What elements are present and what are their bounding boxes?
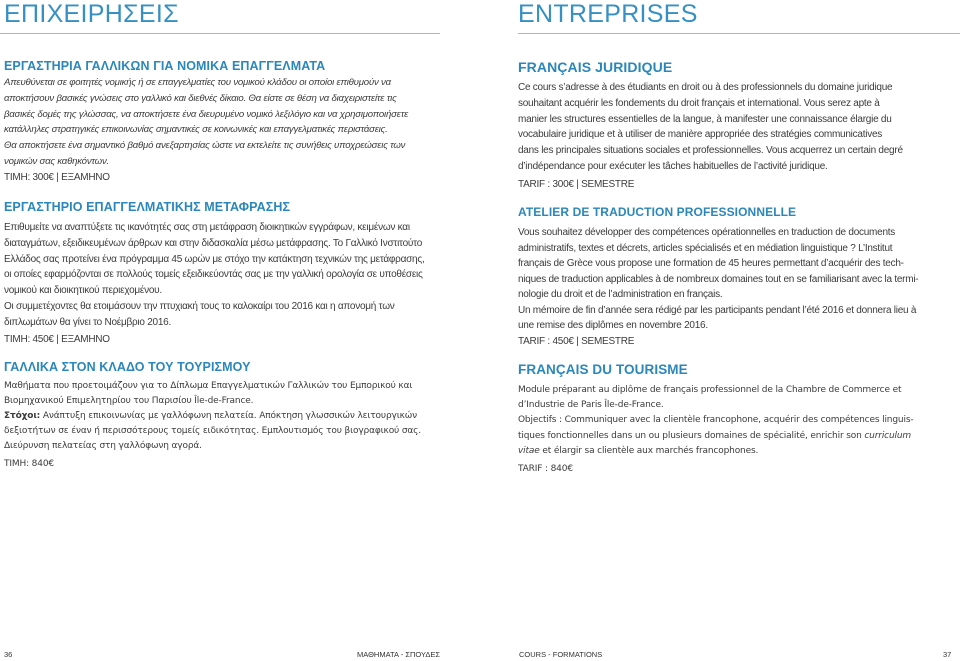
page-number-left: 36 xyxy=(4,650,13,659)
text-line: κατάλληλες στρατηγικές επικοινωνίας σημαντικές σε κοινωνικές και επαγγελματικές περιστάσεις. xyxy=(4,124,388,136)
price-label: ΤΙΜΗ: 450€ | ΕΞΑΜΗΝΟ xyxy=(4,333,110,345)
section-heading: ΕΡΓΑΣΤΗΡΙΟ ΕΠΑΓΓΕΛΜΑΤΙΚΗΣ ΜΕΤΑΦΡΑΣΗΣ xyxy=(4,200,291,214)
section-tourism-fr xyxy=(518,362,954,477)
objectives-text: et élargir sa clientèle aux marchés francophones. xyxy=(542,445,759,456)
section-body xyxy=(518,225,954,349)
price-label: TARIF : 450€ | SEMESTRE xyxy=(518,335,635,347)
text-line: Απευθύνεται σε φοιτητές νομικής ή σε επαγγελματίες του νομικού κλάδου οι οποίοι επιθυμούν να xyxy=(4,77,391,88)
section-body xyxy=(4,379,444,472)
text-line: souhaitant acquérir les fondements du droit français et international. Vous serez apte à xyxy=(518,97,880,109)
text-line: nologie du droit et de l’administration en français. xyxy=(518,289,723,300)
text-line: δεξιοτήτων σε έναν ή περισσότερους τομείς ειδικότητας. Εμπλουτισμός του βιογραφικού σας. xyxy=(4,426,421,436)
text-line: une remise des diplômes en novembre 2016. xyxy=(518,320,708,331)
page-title-french: ENTREPRISES xyxy=(518,0,698,28)
text-line: français de Grèce vous propose une formation de 45 heures permettant d’acquérir des tech- xyxy=(518,258,904,269)
section-legal-french-fr xyxy=(518,59,954,193)
page-title-greek: ΕΠΙΧΕΙΡΗΣΕΙΣ xyxy=(4,0,179,28)
text-line: niques de traduction applicables à de nombreux domaines tout en se familiarisant avec la termi- xyxy=(518,273,919,285)
footer-section-label-left: ΜΑΘΗΜΑΤΑ - ΣΠΟΥΔΕΣ xyxy=(357,650,441,659)
objectives-line xyxy=(518,444,954,459)
objectives-text: tiques fonctionnelles dans un ou plusieurs domaines de spécialité, enrichir son xyxy=(518,430,862,441)
text-line: αποκτήσουν βασικές γνώσεις στο γαλλικό και διεθνές δίκαιο. Θα είστε σε θέση να διαχειριστείτε τις xyxy=(4,92,397,104)
text-line: Θα αποκτήσετε ένα σημαντικό βαθμό ανεξαρτησίας ώστε να εκτελείτε τις συνήθεις υποχρεώσεις των xyxy=(4,140,406,152)
right-page xyxy=(518,0,954,661)
price-label: ΤΙΜΗ: 300€ | ΕΞΑΜΗΝΟ xyxy=(4,171,110,183)
objectives-text: Ανάπτυξη επικοινωνίας με γαλλόφωνη πελατεία. Απόκτηση γλωσσικών λειτουργικών xyxy=(42,411,418,421)
text-line: vocabulaire juridique et à utiliser de manière appropriée des stratégies communicatives xyxy=(518,129,883,141)
text-line: administratifs, textes et décrets, articles spécialisés et en médiation linguistique ? L’Institut xyxy=(518,242,893,254)
text-line: Ελλάδος σας προτείνει ένα πρόγραμμα 45 ωρών με στόχο την κατάκτηση τεχνικών της μετάφρασης, xyxy=(4,253,425,265)
section-body xyxy=(4,220,444,347)
left-page xyxy=(4,0,444,661)
section-heading: ΓΑΛΛΙΚΑ ΣΤΟΝ ΚΛΑΔΟ ΤΟΥ ΤΟΥΡΙΣΜΟΥ xyxy=(4,360,251,374)
price-label: TARIF : 300€ | SEMESTRE xyxy=(518,178,635,190)
text-line: Επιθυμείτε να αναπτύξετε τις ικανότητές σας στη μετάφραση διοικητικών εγγράφων, κειμένων και xyxy=(4,222,410,233)
section-heading: FRANÇAIS JURIDIQUE xyxy=(518,59,673,75)
title-rule xyxy=(518,33,960,34)
text-line: Βιομηχανικού Επιμελητηρίου του Παρισίου Île-de-France. xyxy=(4,396,254,406)
text-line: d’Industrie de Paris Île-de-France. xyxy=(518,400,664,411)
text-line: οι οποίες εφαρμόζονται σε πολλούς τομείς εξειδικεύοντάς σας με την γαλλική ορολογία σε υποθέσεις xyxy=(4,269,423,281)
section-heading: FRANÇAIS DU TOURISME xyxy=(518,362,688,377)
text-line: d’indépendance pour exécuter les tâches habituelles de l’activité juridique. xyxy=(518,160,828,172)
text-line: βασικές δομές της γλώσσας, να αποκτήσετε ένα διευρυμένο νομικό λεξιλόγιο και να χρησιμοποιήσετε xyxy=(4,108,409,120)
objectives-line xyxy=(518,429,954,444)
text-line: νομικού και διοικητικού περιεχομένου. xyxy=(4,285,162,297)
section-heading: ΕΡΓΑΣΤΗΡΙΑ ΓΑΛΛΙΚΩΝ ΓΙΑ ΝΟΜΙΚΑ ΕΠΑΓΓΕΛΜΑΤΑ xyxy=(4,59,326,73)
text-line: διαταγμάτων, εξειδικευμένων άρθρων και στην διδασκαλία μέσω μετάφρασης. Το Γαλλικό Ινστιτούτο xyxy=(4,237,423,249)
text-line: νομικών σας καθηκόντων. xyxy=(4,155,110,167)
text-line: Οι συμμετέχοντες θα ετοιμάσουν την πτυχιακή τους το καλοκαίρι του 2016 και η απονομή των xyxy=(4,300,395,312)
section-translation-fr xyxy=(518,204,954,349)
objectives-label: Στόχοι: xyxy=(4,411,41,421)
text-line: Vous souhaitez développer des compétences opérationnelles en traduction de documents xyxy=(518,227,896,238)
objectives-line xyxy=(4,409,444,424)
section-legal-french-gr xyxy=(4,58,444,186)
text-line: Ce cours s’adresse à des étudiants en droit ou à des professionnels du domaine juridique xyxy=(518,82,893,93)
title-rule xyxy=(0,33,440,34)
footer-section-label-right: COURS - FORMATIONS xyxy=(519,650,603,659)
section-body xyxy=(518,80,954,193)
price-label: ΤΙΜΗ: 840€ xyxy=(4,459,54,469)
section-heading: ATELIER DE TRADUCTION PROFESSIONNELLE xyxy=(518,205,797,219)
objectives-text: : Communiquer avec la clientèle francophone, acquérir des compétences linguis- xyxy=(559,415,914,426)
section-body xyxy=(4,75,444,186)
objectives-line xyxy=(518,413,954,428)
text-line: διπλωμάτων θα γίνει το Νοέμβριο 2016. xyxy=(4,316,172,328)
italic-term: curriculum xyxy=(864,430,912,441)
price-label: TARIF : 840€ xyxy=(518,464,573,475)
section-translation-gr xyxy=(4,199,444,347)
section-body xyxy=(518,383,954,477)
text-line: dans les principales situations sociales et professionnelles. Vous acquerrez un certain degré xyxy=(518,145,903,157)
objectives-label: Objectifs xyxy=(518,415,557,426)
italic-term: vitae xyxy=(518,445,540,456)
section-tourism-gr xyxy=(4,359,444,472)
text-line: Διεύρυνση πελατείας στη γαλλόφωνη αγορά. xyxy=(4,441,202,451)
page-number-right: 37 xyxy=(943,650,952,659)
text-line: Module préparant au diplôme de français professionnel de la Chambre de Commerce et xyxy=(518,385,902,395)
text-line: Un mémoire de fin d’année sera rédigé par les participants pendant l’été 2016 et donnera lieu à xyxy=(518,304,917,316)
text-line: Μαθήματα που προετοιμάζουν για το Δίπλωμα Επαγγελματικών Γαλλικών του Εμπορικού και xyxy=(4,381,413,391)
text-line: manier les structures essentielles de la langue, à manifester une connaissance élargie du xyxy=(518,113,892,125)
